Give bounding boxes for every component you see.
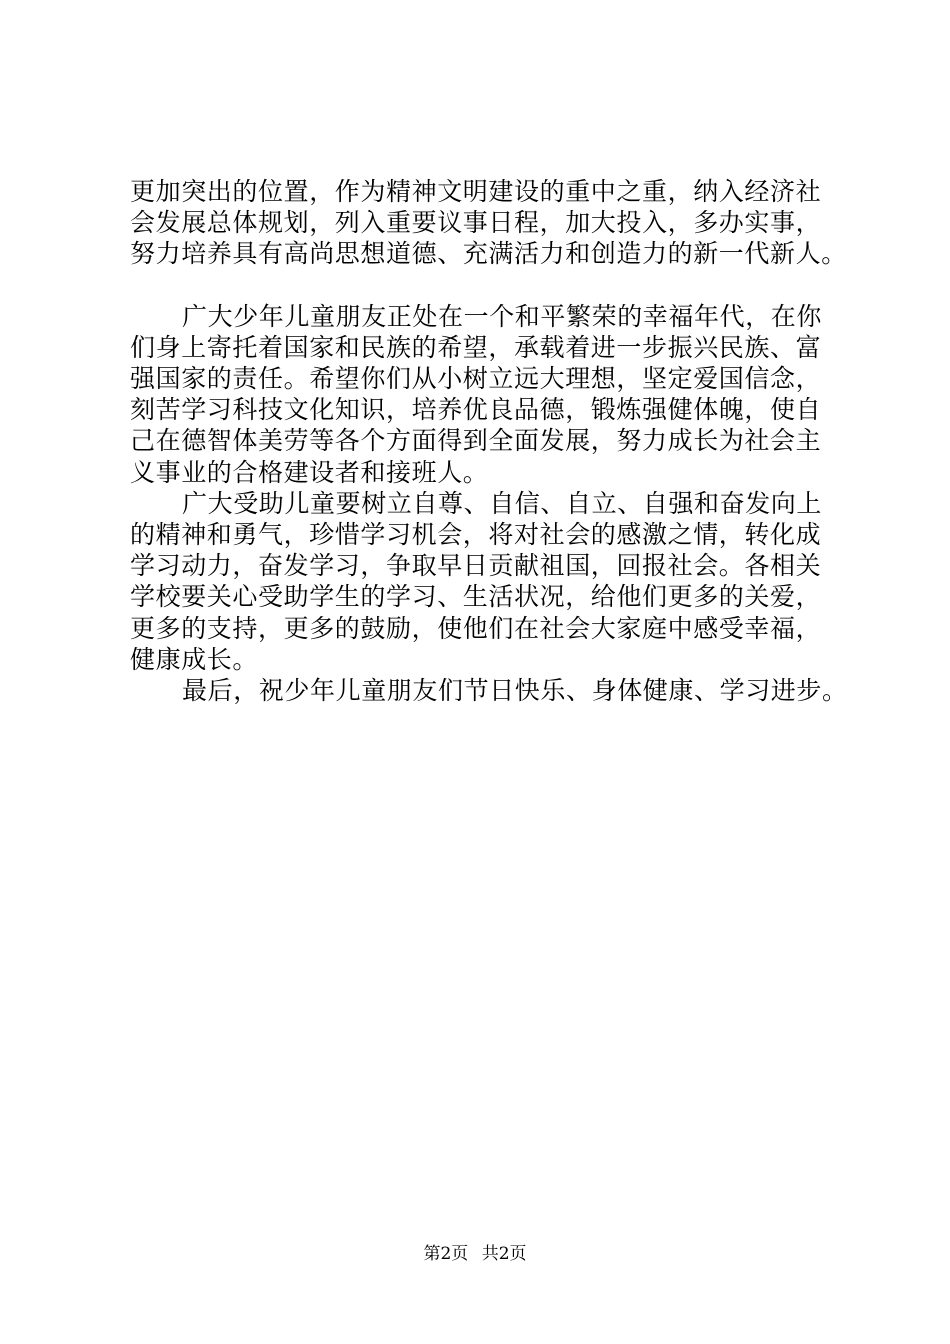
text-line: 会发展总体规划，列入重要议事日程，加大投入，多办实事，: [130, 208, 822, 238]
text-line: 己在德智体美劳等各个方面得到全面发展，努力成长为社会主: [130, 426, 822, 456]
text-line: 强国家的责任。希望你们从小树立远大理想，坚定爱国信念，: [130, 364, 822, 394]
document-body: [130, 176, 850, 706]
text-line: 义事业的合格建设者和接班人。: [130, 457, 489, 487]
text-line: 健康成长。: [130, 644, 259, 674]
paragraph: [130, 176, 850, 270]
text-line: 广大受助儿童要树立自尊、自信、自立、自强和奋发向上: [182, 488, 823, 518]
text-line: 广大少年儿童朋友正处在一个和平繁荣的幸福年代，在你: [182, 301, 823, 331]
text-line: 更多的支持，更多的鼓励，使他们在社会大家庭中感受幸福，: [130, 613, 822, 643]
text-line: 学习动力，奋发学习，争取早日贡献祖国，回报社会。各相关: [130, 551, 822, 581]
page-total: 共2页: [481, 1244, 527, 1264]
text-line: 的精神和勇气，珍惜学习机会，将对社会的感激之情，转化成: [130, 520, 822, 550]
page-footer: [0, 1244, 950, 1264]
text-line: 学校要关心受助学生的学习、生活状况，给他们更多的关爱，: [130, 582, 822, 612]
text-line: 更加突出的位置，作为精神文明建设的重中之重，纳入经济社: [130, 177, 822, 206]
paragraph: [130, 301, 850, 488]
paragraph: [130, 488, 850, 675]
text-line: 最后，祝少年儿童朋友们节日快乐、身体健康、学习进步。: [182, 676, 848, 706]
text-line: 刻苦学习科技文化知识，培养优良品德，锻炼强健体魄，使自: [130, 395, 822, 425]
text-line: 们身上寄托着国家和民族的希望，承载着进一步振兴民族、富: [130, 332, 822, 362]
paragraph: [130, 675, 850, 706]
page-number: 第2页: [423, 1244, 469, 1264]
text-line: 努力培养具有高尚思想道德、充满活力和创造力的新一代新人。: [130, 239, 847, 269]
